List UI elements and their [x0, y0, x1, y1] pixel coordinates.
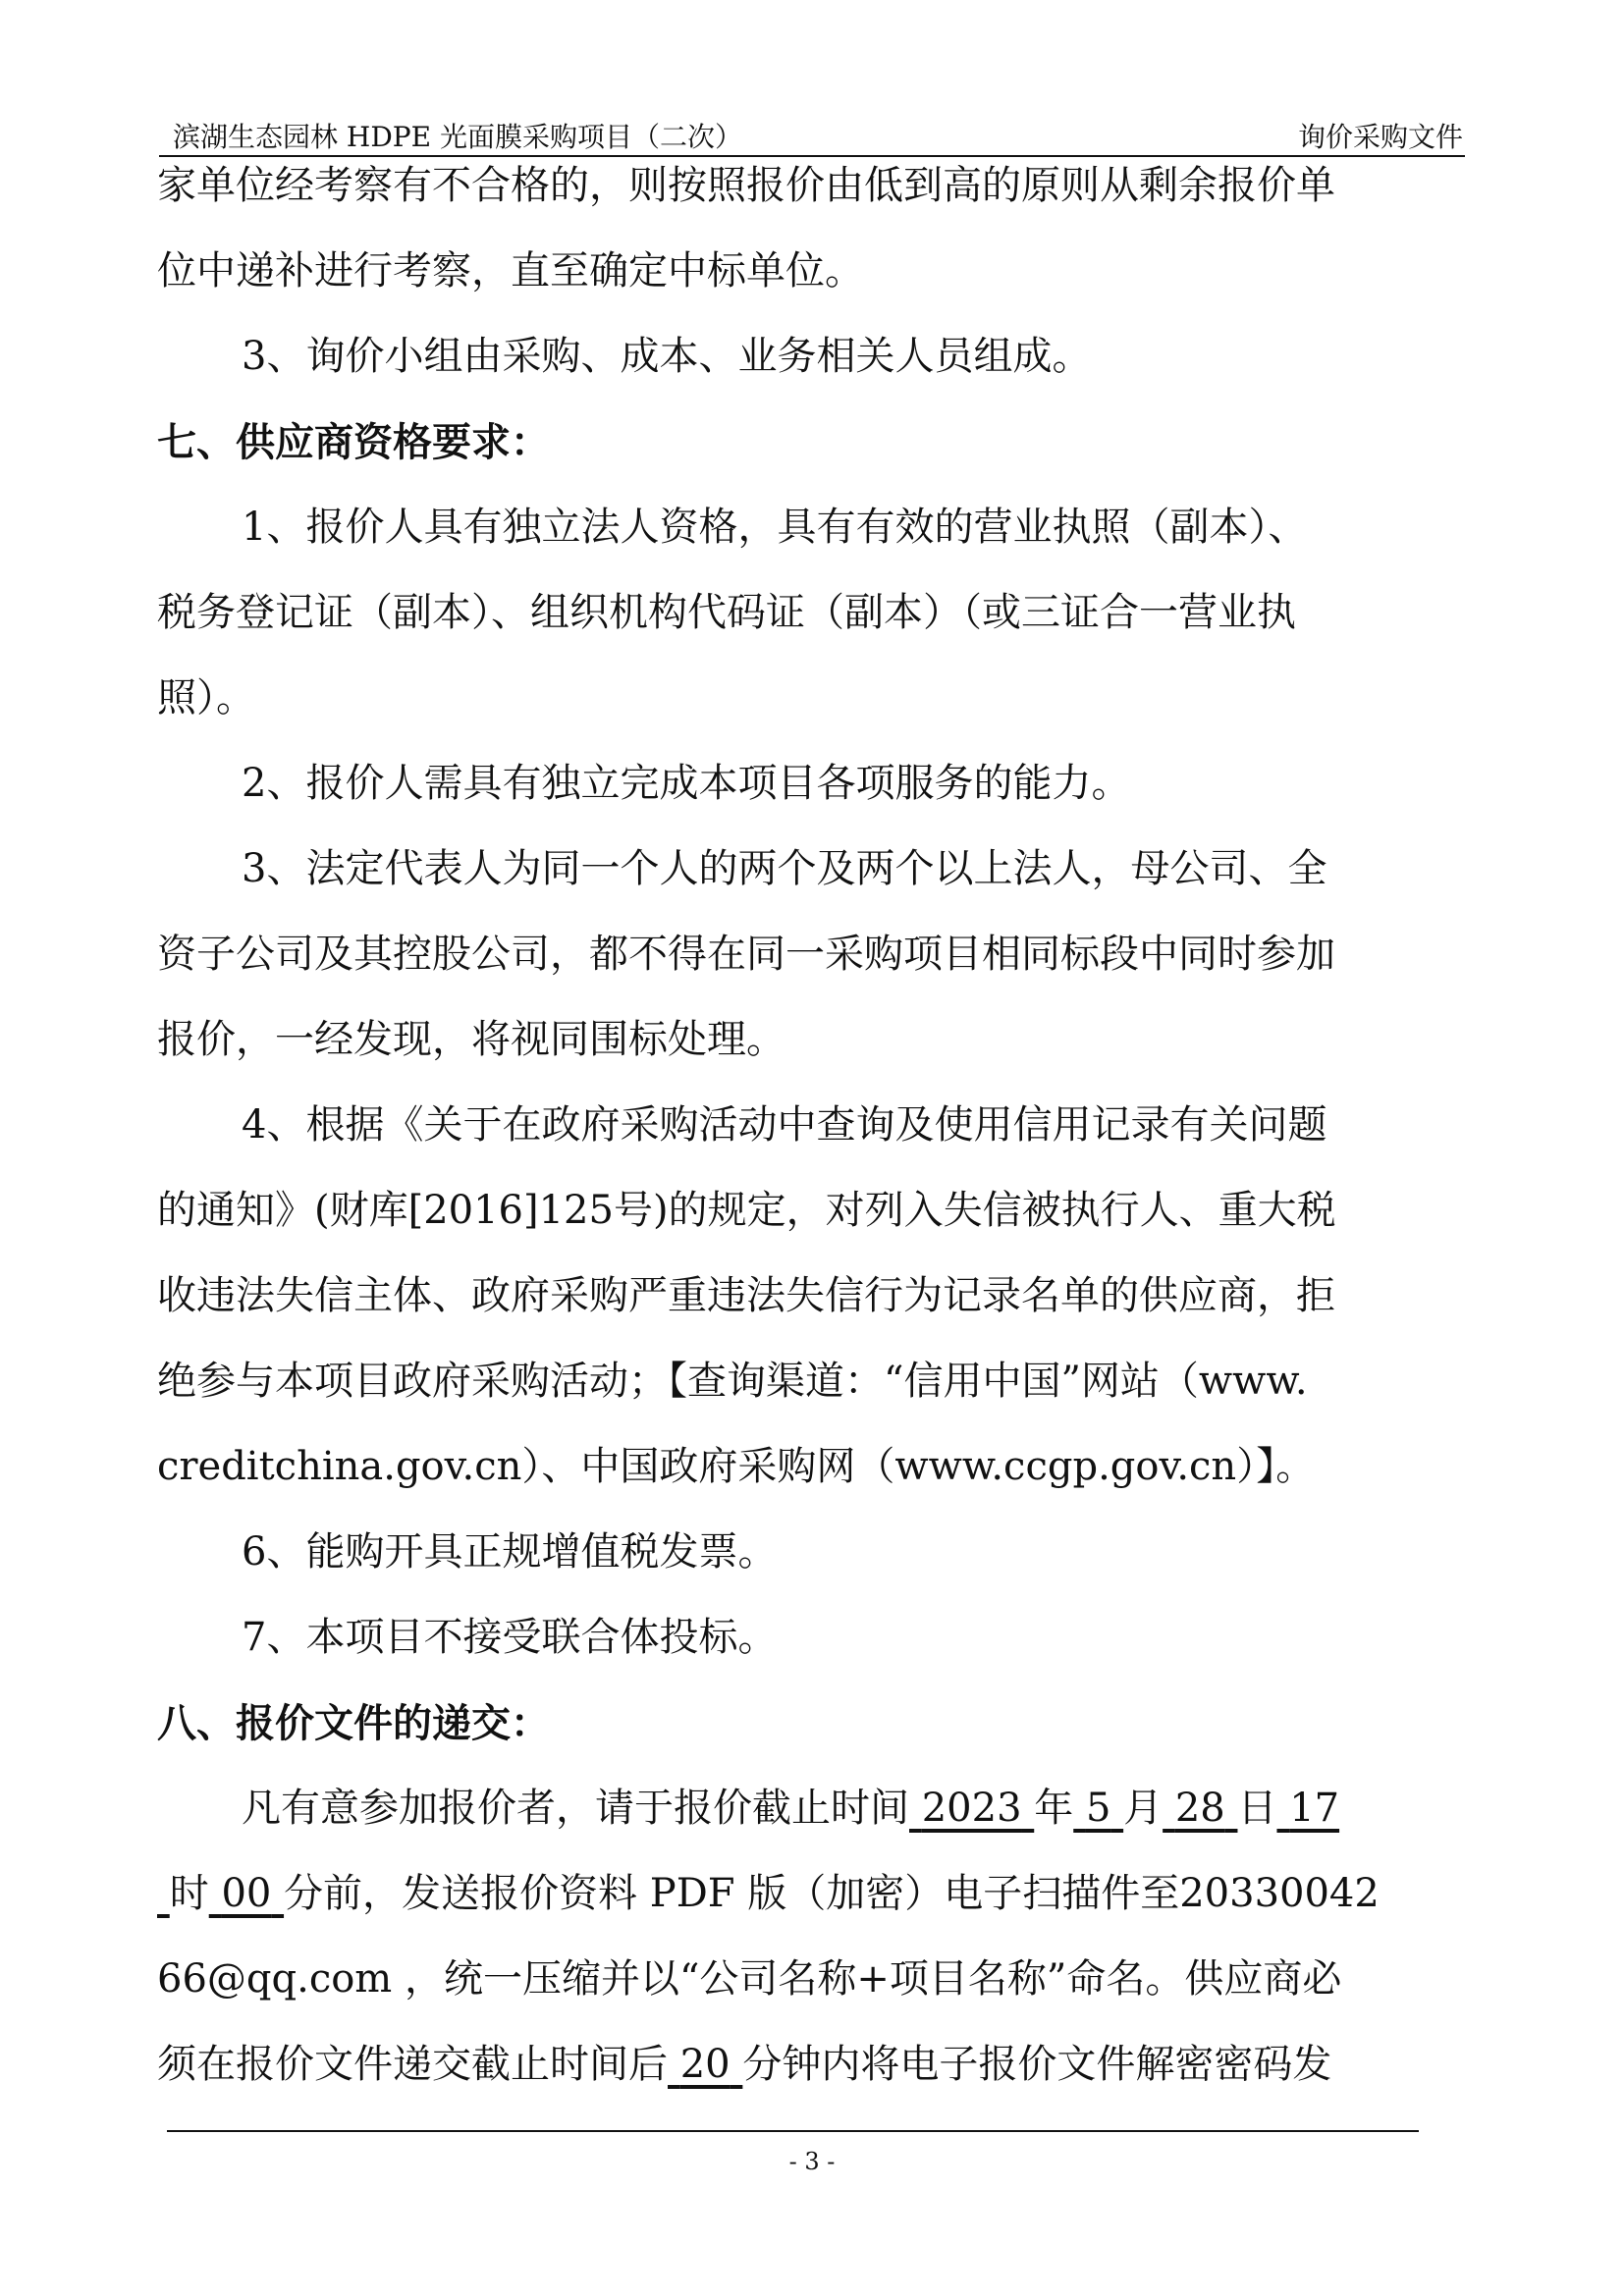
deadline-line-1 [157, 1766, 1473, 1851]
page-number: - 3 - [788, 2148, 836, 2175]
deadline-minute: 00 [221, 1871, 272, 1916]
paragraph-line: 的通知》(财库[2016]125号)的规定，对列入失信被执行人、重大税 [157, 1188, 1336, 1233]
deadline-year: 2023 [921, 1786, 1022, 1831]
paragraph-line: 6、能购开具正规增值税发票。 [242, 1529, 778, 1575]
underline-filler [157, 1871, 170, 1916]
paragraph-line: 位中递补进行考察，直至确定中标单位。 [157, 248, 864, 294]
deadline-day: 28 [1174, 1786, 1225, 1831]
year-unit: 年 [1034, 1786, 1074, 1831]
deadline-line-2 [157, 1851, 1473, 1937]
paragraph-line: 7、本项目不接受联合体投标。 [242, 1615, 778, 1660]
paragraph-line: 3、询价小组由采购、成本、业务相关人员组成。 [242, 334, 1092, 379]
paragraph-line: 照）。 [157, 675, 255, 721]
document-body [157, 143, 1473, 2108]
paragraph-line: 2、报价人需具有独立完成本项目各项服务的能力。 [242, 761, 1131, 806]
minute-unit: 分前，发送报价资料 PDF 版（加密）电子扫描件至20330042 [284, 1871, 1380, 1916]
paragraph-line: 家单位经考察有不合格的，则按照报价由低到高的原则从剩余报价单 [157, 163, 1335, 208]
paragraph-line: 收违法失信主体、政府采购严重违法失信行为记录名单的供应商，拒 [157, 1273, 1335, 1318]
deadline-line-3: 66@qq.com ，统一压缩并以“公司名称+项目名称”命名。供应商必 [157, 1956, 1342, 2002]
header-doc-type: 询价采购文件 [1297, 121, 1463, 153]
paragraph-line: 报价，一经发现，将视同围标处理。 [157, 1017, 785, 1062]
paragraph-line: 绝参与本项目政府采购活动；【查询渠道：“信用中国”网站（www. [157, 1359, 1308, 1404]
section-heading-7: 七、供应商资格要求： [157, 419, 550, 465]
paragraph-line: 3、法定代表人为同一个人的两个及两个以上法人，母公司、全 [242, 846, 1327, 891]
line4-suffix: 分钟内将电子报价文件解密密码发 [742, 2042, 1332, 2087]
paragraph-line: 资子公司及其控股公司，都不得在同一采购项目相同标段中同时参加 [157, 932, 1335, 977]
deadline-month: 5 [1085, 1786, 1111, 1831]
section-heading-8: 八、报价文件的递交： [157, 1700, 550, 1746]
line4-prefix: 须在报价文件递交截止时间后 [157, 2042, 668, 2087]
header-project-title: 滨湖生态园林 HDPE 光面膜采购项目（二次） [173, 121, 742, 153]
deadline-prefix: 凡有意参加报价者，请于报价截止时间 [242, 1786, 909, 1831]
deadline-line-4 [157, 2022, 1473, 2108]
deadline-hour: 17 [1289, 1786, 1340, 1831]
paragraph-line: 1、报价人具有独立法人资格，具有有效的营业执照（副本）、 [242, 505, 1308, 550]
decrypt-minutes: 20 [679, 2042, 731, 2087]
month-unit: 月 [1123, 1786, 1164, 1831]
hour-unit: 时 [169, 1871, 209, 1916]
paragraph-line: creditchina.gov.cn）、中国政府采购网（www.ccgp.gov.cn）】。 [157, 1444, 1316, 1489]
day-unit: 日 [1237, 1786, 1277, 1831]
paragraph-line: 4、根据《关于在政府采购活动中查询及使用信用记录有关问题 [242, 1102, 1327, 1148]
footer-rule [167, 2130, 1419, 2132]
paragraph-line: 税务登记证（副本）、组织机构代码证（副本）（或三证合一营业执 [157, 590, 1296, 635]
